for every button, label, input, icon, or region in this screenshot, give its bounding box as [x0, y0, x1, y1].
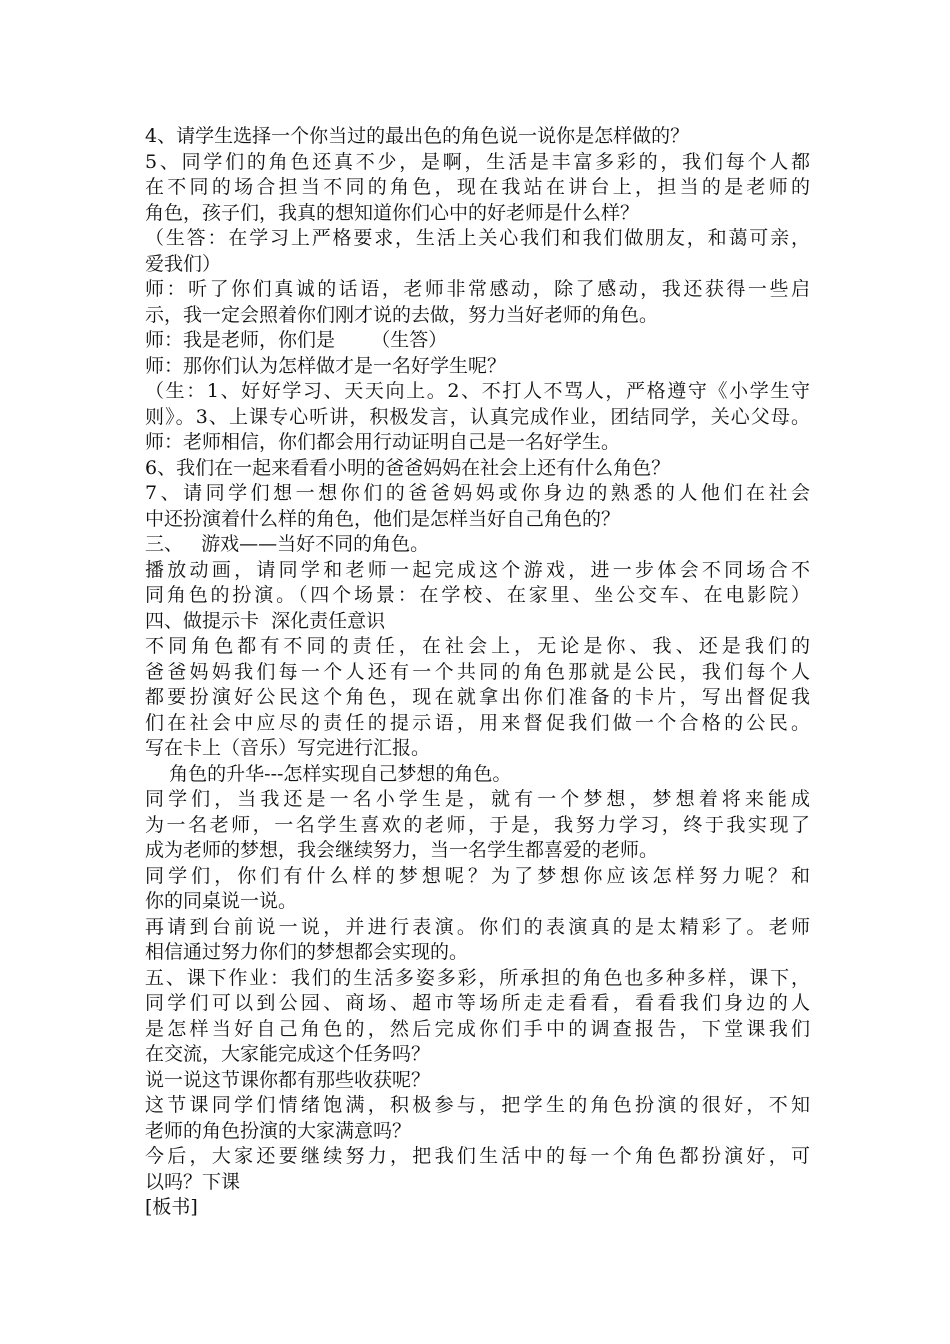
text-line: 以吗？下课 [145, 1170, 241, 1193]
text-line: 师：我是老师，你们是 （生答） [145, 329, 448, 351]
text-line: 中还扮演着什么样的角色，他们是怎样当好自己角色的？ [145, 507, 621, 530]
text-line: 角色的升华---怎样实现自己梦想的角色。 [145, 762, 512, 785]
document-body [145, 124, 810, 1221]
text-line: 成为老师的梦想，我会继续努力，当一名学生都喜爱的老师。 [145, 839, 659, 861]
text-line: 不同角色都有不同的责任，在社会上，无论是你、我、还是我们的 [145, 635, 810, 657]
text-line: 同角色的扮演。（四个场景：在学校、在家里、坐公交车、在电影院） [145, 584, 810, 606]
text-line: 四、做提示卡 深化责任意识 [145, 609, 386, 632]
text-line: 师：老师相信，你们都会用行动证明自己是一名好学生。 [145, 431, 621, 453]
text-line: 同学们可以到公园、商场、超市等场所走走看看，看看我们身边的人 [145, 992, 810, 1014]
text-line: 师：那你们认为怎样做才是一名好学生呢？ [145, 354, 507, 377]
text-line: 同学们，你们有什么样的梦想呢？为了梦想你应该怎样努力呢？和 [145, 864, 810, 887]
text-line: 角色，孩子们，我真的想知道你们心中的好老师是什么样？ [145, 201, 640, 224]
text-line: 都要扮演好公民这个角色，现在就拿出你们准备的卡片，写出督促我 [145, 686, 810, 708]
text-line: [板书] [145, 1196, 198, 1218]
text-line: 是怎样当好自己角色的，然后完成你们手中的调查报告，下堂课我们 [145, 1017, 810, 1040]
text-line: 再请到台前说一说，并进行表演。你们的表演真的是太精彩了。老师 [145, 915, 810, 938]
text-line: 今后，大家还要继续努力，把我们生活中的每一个角色都扮演好，可 [145, 1145, 810, 1167]
text-line: 爸爸妈妈我们每一个人还有一个共同的角色那就是公民，我们每个人 [145, 660, 810, 683]
text-line: 6、我们在一起来看看小明的爸爸妈妈在社会上还有什么角色？ [145, 456, 671, 479]
text-line: 则》。3、上课专心听讲，积极发言，认真完成作业，团结同学，关心父母。 [145, 405, 810, 428]
text-line: 五、课下作业：我们的生活多姿多彩，所承担的角色也多种多样，课下， [145, 966, 810, 989]
text-line: 老师的角色扮演的大家满意吗？ [145, 1119, 412, 1142]
text-line: 写在卡上（音乐）写完进行汇报。 [145, 737, 431, 759]
text-line: 在不同的场合担当不同的角色，现在我站在讲台上，担当的是老师的 [145, 176, 810, 198]
text-line: 为一名老师，一名学生喜欢的老师，于是，我努力学习，终于我实现了 [145, 813, 810, 836]
text-line: （生答：在学习上严格要求，生活上关心我们和我们做朋友，和蔼可亲， [145, 227, 810, 249]
text-line: 你的同桌说一说。 [145, 890, 298, 912]
text-line: 7、请同学们想一想你们的爸爸妈妈或你身边的熟悉的人他们在社会 [145, 482, 810, 504]
text-line: 说一说这节课你都有那些收获呢？ [145, 1068, 431, 1091]
text-line: 这节课同学们情绪饱满，积极参与，把学生的角色扮演的很好，不知 [145, 1094, 810, 1116]
text-line: 5、同学们的角色还真不少，是啊，生活是丰富多彩的，我们每个人都 [145, 150, 810, 173]
text-line: 播放动画，请同学和老师一起完成这个游戏，进一步体会不同场合不 [145, 558, 810, 581]
text-line: （生：1、好好学习、天天向上。2、不打人不骂人，严格遵守《小学生守 [145, 380, 810, 402]
text-line: 相信通过努力你们的梦想都会实现的。 [145, 941, 469, 963]
text-line: 示，我一定会照着你们刚才说的去做，努力当好老师的角色。 [145, 303, 659, 326]
text-line: 在交流，大家能完成这个任务吗？ [145, 1043, 431, 1065]
text-line: 们在社会中应尽的责任的提示语，用来督促我们做一个合格的公民。 [145, 711, 810, 734]
text-line: 同学们，当我还是一名小学生是，就有一个梦想，梦想着将来能成 [145, 788, 810, 810]
text-line: 三、 游戏——当好不同的角色。 [145, 533, 430, 555]
text-line: 师：听了你们真诚的话语，老师非常感动，除了感动，我还获得一些启 [145, 278, 810, 300]
text-line: 爱我们） [145, 252, 222, 275]
text-line: 4、请学生选择一个你当过的最出色的角色说一说你是怎样做的？ [145, 125, 690, 147]
